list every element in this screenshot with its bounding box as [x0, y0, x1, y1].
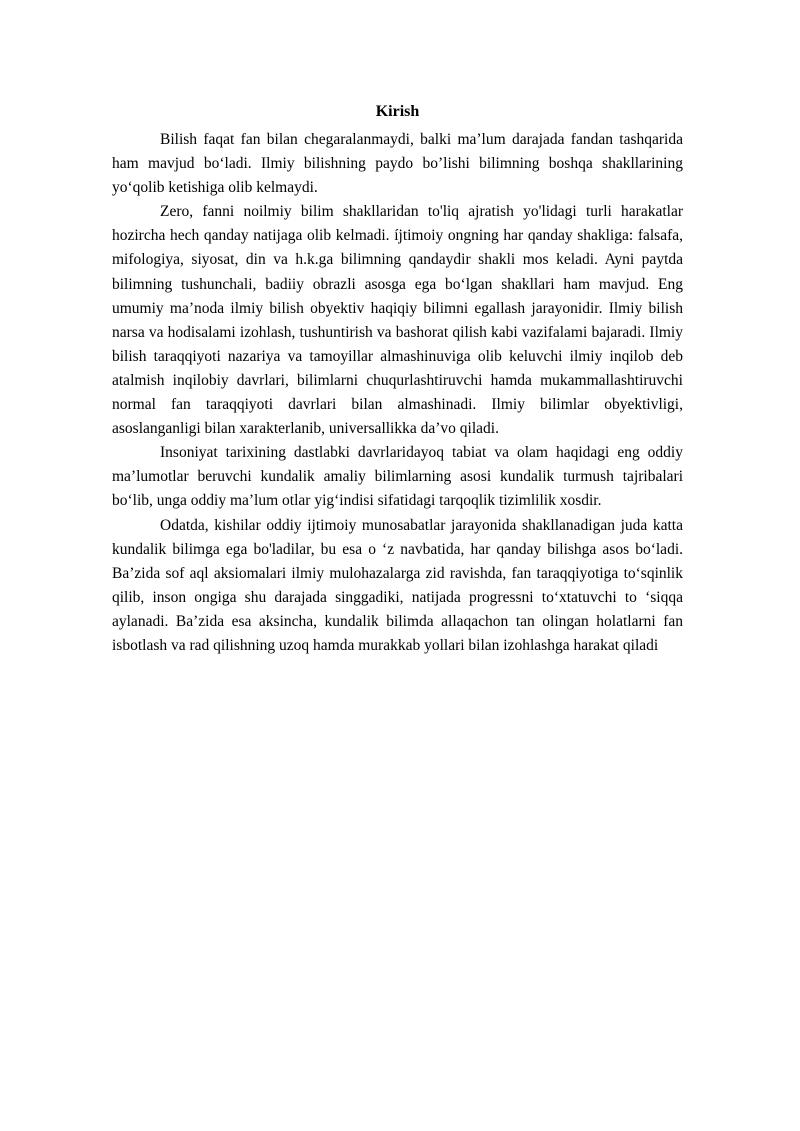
paragraph-3: Insoniyat tarixining dastlabki davrlaridayoq tabiat va olam haqidagi eng oddiy ma’lumotlar beruvchi kundalik amaliy bilimlarning asosi kundalik turmush tajribalari bo‘lib, unga oddiy ma’lum otlar yig‘indisi sifatidagi tarqoqlik tizimlilik xosdir. [112, 444, 683, 510]
section-title: Kirish [375, 103, 420, 120]
paragraph-2: Zero, fanni noilmiy bilim shakllaridan to'liq ajratish yo'lidagi turli harakatlar hozircha hech qanday natijaga olib kelmadi. íjtimoiy ongning har qanday shakliga: falsafa, mifologiya, siyosat, din va h.k.ga bilimning qandaydir shakli mos keladi. Ayni paytda bilimning tushunchali, badiiy obrazli asosga ega bo‘lgan shakllari ham mavjud. Eng umumiy ma’noda ilmiy bilish obyektiv haqiqiy bilimni egallash jarayonidir. Ilmiy bilish narsa va hodisalami izohlash, tushuntirish va bashorat qilish kabi vazifalami bajaradi. Ilmiy bilish taraqqiyoti nazariya va tamoyillar almashinuviga olib keluvchi ilmiy inqilob deb atalmish inqilobiy davrlari, bilimlarni chuqurlashtiruvchi hamda mukammallashtiruvchi normal fan taraqqiyoti davrlari bilan almashinadi. Ilmiy bilimlar obyektivligi, asoslanganligi bilan xarakterlanib, universallikka da’vo qiladi. [112, 203, 683, 438]
paragraph-1: Bilish faqat fan bilan chegaralanmaydi, balki ma’lum darajada fandan tashqarida ham mavjud bo‘ladi. Ilmiy bilishning paydo bo’lishi bilimning boshqa shakllarining yo‘qolib ketishiga olib kelmaydi. [112, 131, 683, 197]
document-page [112, 100, 683, 658]
paragraph-4: Odatda, kishilar oddiy ijtimoiy munosabatlar jarayonida shakllanadigan juda katta kundalik bilimga ega bo'ladilar, bu esa o ‘z navbatida, har qanday bilishga asos bo‘ladi. Ba’zida sof aql aksiomalari ilmiy mulohazalarga zid ravishda, fan taraqqiyotiga to‘sqinlik qilib, inson ongiga shu darajada singgadiki, natijada progressni to‘xtatuvchi to ‘siqqa aylanadi. Ba’zida esa aksincha, kundalik bilimda allaqachon tan olingan holatlarni fan isbotlash va rad qilishning uzoq hamda murakkab yollari bilan izohlashga harakat qiladi [112, 516, 683, 654]
